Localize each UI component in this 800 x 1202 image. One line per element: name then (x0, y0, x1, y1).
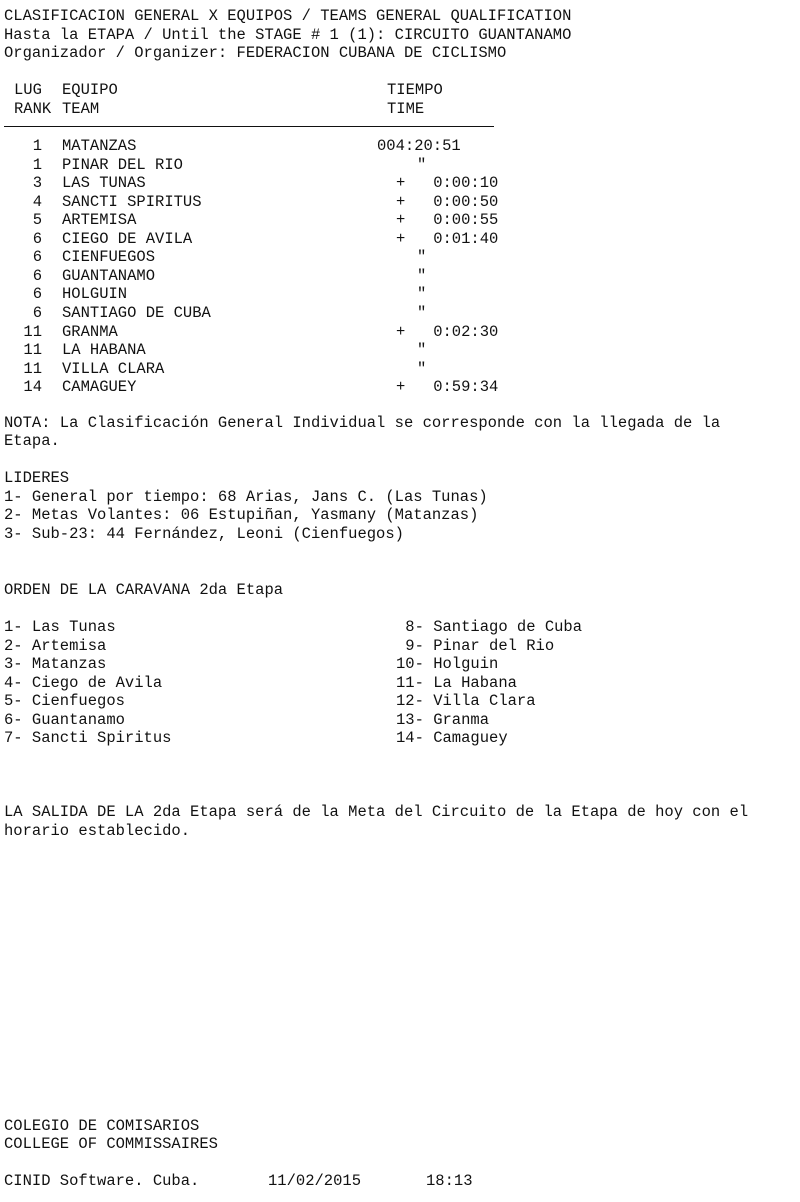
document-title: CLASIFICACION GENERAL X EQUIPOS / TEAMS GENERAL QUALIFICATION (4, 7, 572, 25)
row-rank: 6 (32, 248, 42, 267)
col-team-es: EQUIPO (62, 81, 118, 99)
row-time: " (417, 248, 427, 267)
row-time: " (417, 341, 427, 360)
leader-item: 2- Metas Volantes: 06 Estupiñan, Yasmany (Matanzas) (4, 506, 479, 524)
row-rank: 1 (32, 155, 42, 174)
row-rank: 6 (32, 303, 42, 322)
caravan-item: 3- Matanzas (4, 655, 107, 673)
caravan-item: 7- Sancti Spiritus (4, 729, 172, 747)
row-rank: 3 (32, 174, 42, 193)
row-team: CAMAGUEY (62, 378, 137, 397)
row-team: CIENFUEGOS (62, 248, 156, 267)
row-team: SANCTI SPIRITUS (62, 192, 202, 211)
row-rank: 14 (23, 378, 42, 397)
row-rank: 11 (23, 322, 42, 341)
caravan-item: 9- Pinar del Rio (396, 636, 555, 655)
row-time: + 0:00:50 (396, 192, 499, 211)
caravan-item: 5- Cienfuegos (4, 692, 125, 710)
col-team-en: TEAM (62, 100, 100, 118)
row-rank: 6 (32, 285, 42, 304)
caravan-item: 8- Santiago de Cuba (396, 618, 583, 636)
row-team: VILLA CLARA (62, 359, 165, 378)
college-es: COLEGIO DE COMISARIOS (4, 1117, 200, 1135)
row-rank: 11 (23, 341, 42, 360)
note-line-2: Etapa. (4, 432, 60, 450)
row-rank: 5 (32, 211, 42, 230)
row-time: + 0:00:55 (396, 211, 499, 230)
caravan-item: 2- Artemisa (4, 636, 107, 655)
caravan-item: 10- Holguin (396, 655, 499, 673)
report-date: 11/02/2015 (268, 1172, 362, 1190)
row-time: " (417, 285, 427, 304)
row-team: GRANMA (62, 322, 118, 341)
leader-item: 3- Sub-23: 44 Fernández, Leoni (Cienfuegos) (4, 525, 404, 543)
row-rank: 1 (32, 137, 42, 155)
row-team: LA HABANA (62, 341, 146, 360)
caravan-item: 12- Villa Clara (396, 692, 536, 710)
row-time: + 0:00:10 (396, 174, 499, 193)
report-time: 18:13 (426, 1172, 473, 1190)
caravan-item: 6- Guantanamo (4, 710, 125, 729)
college-en: COLLEGE OF COMMISSAIRES (4, 1135, 218, 1153)
col-rank-es: LUG (14, 81, 42, 99)
header-divider (4, 126, 494, 127)
row-team: LAS TUNAS (62, 174, 146, 193)
caravan-item: 13- Granma (396, 710, 490, 729)
row-time: + 0:02:30 (396, 322, 499, 341)
col-rank-en: RANK (14, 100, 52, 118)
row-team: ARTEMISA (62, 211, 137, 230)
leaders-title: LIDERES (4, 469, 70, 487)
row-team: PINAR DEL RIO (62, 155, 183, 174)
row-rank: 6 (32, 229, 42, 248)
caravan-item: 1- Las Tunas (4, 618, 116, 636)
row-rank: 4 (32, 192, 42, 211)
row-time: " (417, 155, 427, 174)
row-time: " (417, 359, 427, 378)
row-time: " (417, 266, 427, 285)
row-rank: 11 (23, 359, 42, 378)
caravan-item: 14- Camaguey (396, 729, 508, 747)
caravan-item: 11- La Habana (396, 673, 517, 692)
caravan-item: 4- Ciego de Avila (4, 673, 163, 692)
row-time: 004:20:51 (377, 137, 461, 155)
row-team: MATANZAS (62, 137, 137, 155)
row-time: " (417, 303, 427, 322)
departure-line-2: horario establecido. (4, 822, 191, 840)
stage-line: Hasta la ETAPA / Until the STAGE # 1 (1): CIRCUITO GUANTANAMO (4, 26, 572, 44)
leader-item: 1- General por tiempo: 68 Arias, Jans C. (Las Tunas) (4, 488, 488, 506)
row-time: + 0:59:34 (396, 378, 499, 397)
col-time-es: TIEMPO (387, 81, 443, 99)
row-team: CIEGO DE AVILA (62, 229, 193, 248)
row-time: + 0:01:40 (396, 229, 499, 248)
row-rank: 6 (32, 266, 42, 285)
note-line-1: NOTA: La Clasificación General Individual se corresponde con la llegada de la (4, 414, 721, 432)
software-credit: CINID Software. Cuba. (4, 1172, 200, 1190)
caravan-title: ORDEN DE LA CARAVANA 2da Etapa (4, 581, 284, 599)
col-time-en: TIME (387, 100, 425, 118)
row-team: HOLGUIN (62, 285, 128, 304)
row-team: GUANTANAMO (62, 266, 156, 285)
departure-line-1: LA SALIDA DE LA 2da Etapa será de la Meta del Circuito de la Etapa de hoy con el (4, 803, 749, 821)
row-team: SANTIAGO DE CUBA (62, 303, 211, 322)
organizer-line: Organizador / Organizer: FEDERACION CUBANA DE CICLISMO (4, 44, 507, 62)
